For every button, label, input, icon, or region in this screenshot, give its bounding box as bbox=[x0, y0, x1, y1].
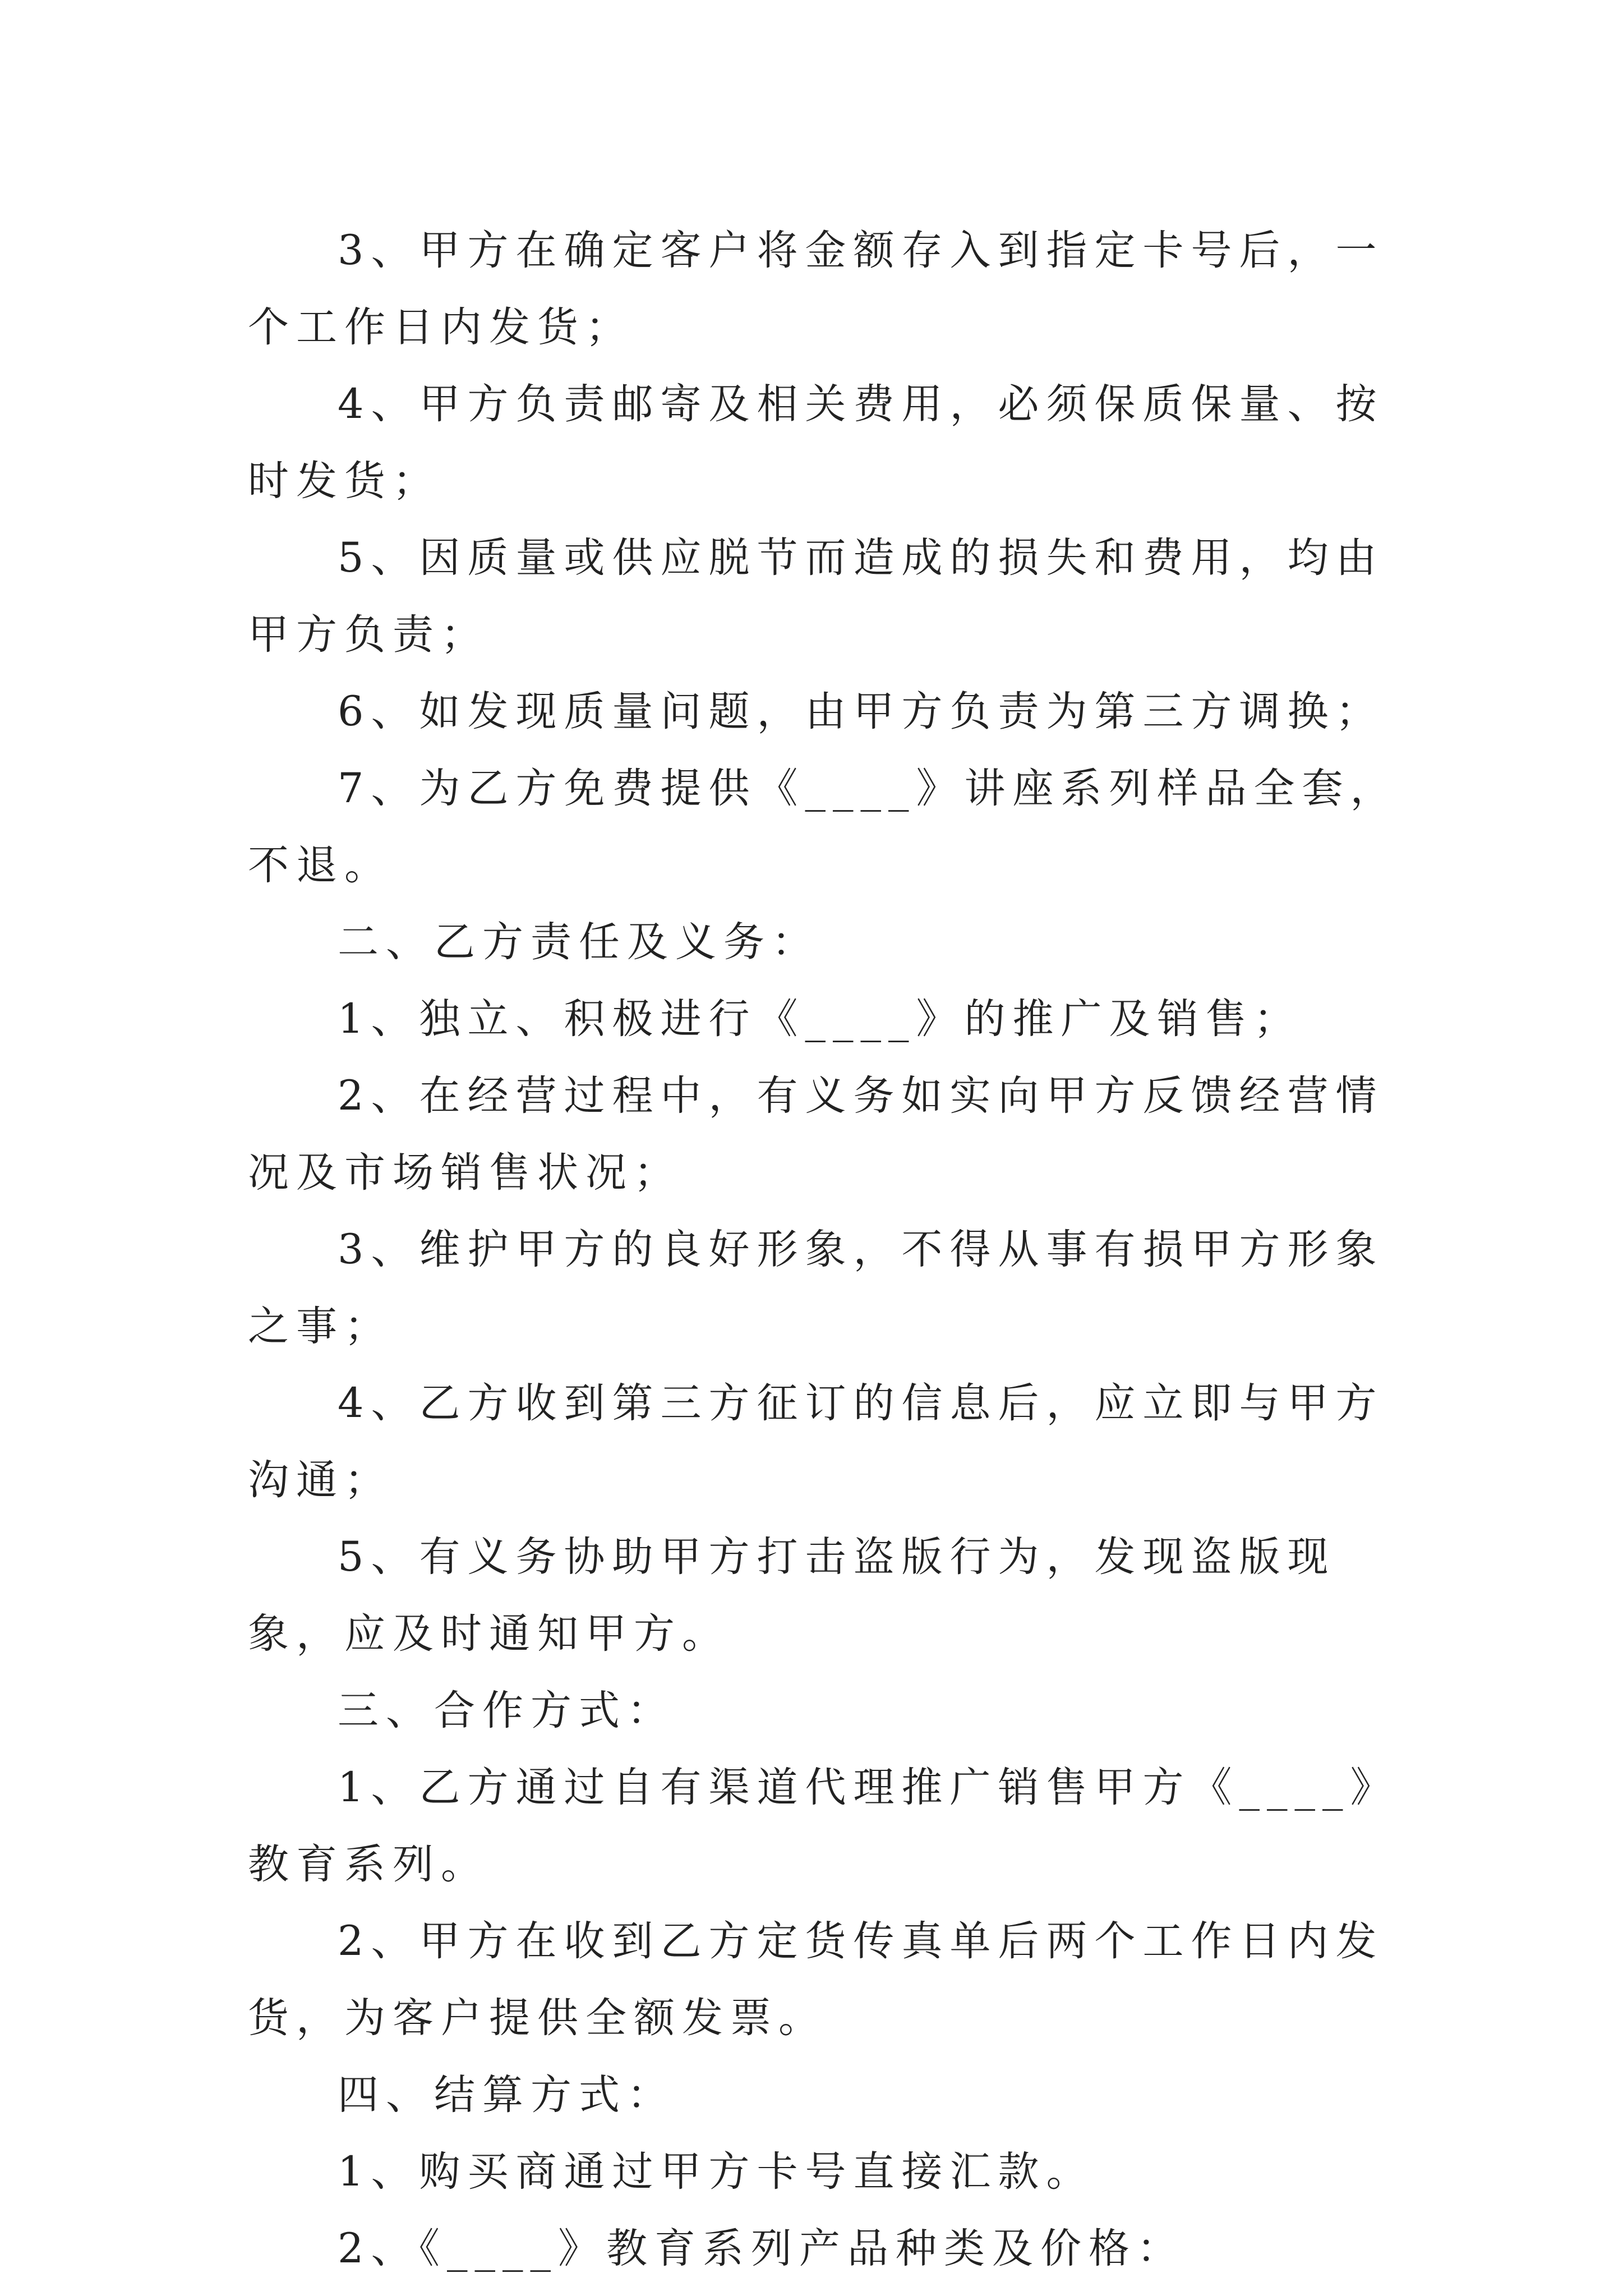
paragraph-agency-sales: 1、乙方通过自有渠道代理推广销售甲方《____》教育系列。 bbox=[248, 1764, 1399, 1888]
paragraph-product-pricing: 2、《____》教育系列产品种类及价格： bbox=[338, 2225, 1185, 2272]
paragraph-delivery-timing: 3、甲方在确定客户将金额存入到指定卡号后，一个工作日内发货； bbox=[248, 227, 1384, 351]
paragraph-loss-liability: 5、因质量或供应脱节而造成的损失和费用，均由甲方负责； bbox=[248, 534, 1384, 659]
paragraph-direct-remittance: 1、购买商通过甲方卡号直接汇款。 bbox=[338, 2148, 1095, 2196]
document-body bbox=[248, 212, 1409, 2287]
paragraph-image-maintenance: 3、维护甲方的良好形象，不得从事有损甲方形象之事； bbox=[248, 1226, 1384, 1350]
section-heading-settlement: 四、结算方式： bbox=[338, 2071, 675, 2119]
paragraph-promotion-sales: 1、独立、积极进行《____》的推广及销售； bbox=[338, 995, 1302, 1043]
paragraph-order-communication: 4、乙方收到第三方征订的信息后，应立即与甲方沟通； bbox=[248, 1379, 1384, 1504]
paragraph-free-samples: 7、为乙方免费提供《____》讲座系列样品全套，不退。 bbox=[248, 765, 1399, 889]
section-heading-cooperation: 三、合作方式： bbox=[338, 1687, 675, 1734]
paragraph-feedback: 2、在经营过程中，有义务如实向甲方反馈经营情况及市场销售状况； bbox=[248, 1072, 1384, 1197]
paragraph-anti-piracy: 5、有义务协助甲方打击盗版行为，发现盗版现象，应及时通知甲方。 bbox=[248, 1533, 1336, 1658]
paragraph-quality-exchange: 6、如发现质量问题，由甲方负责为第三方调换； bbox=[338, 688, 1384, 735]
section-heading-party-b: 二、乙方责任及义务： bbox=[338, 918, 820, 966]
paragraph-shipping-costs: 4、甲方负责邮寄及相关费用，必须保质保量、按时发货； bbox=[248, 380, 1384, 505]
paragraph-fax-delivery: 2、甲方在收到乙方定货传真单后两个工作日内发货，为客户提供全额发票。 bbox=[248, 1917, 1384, 2042]
